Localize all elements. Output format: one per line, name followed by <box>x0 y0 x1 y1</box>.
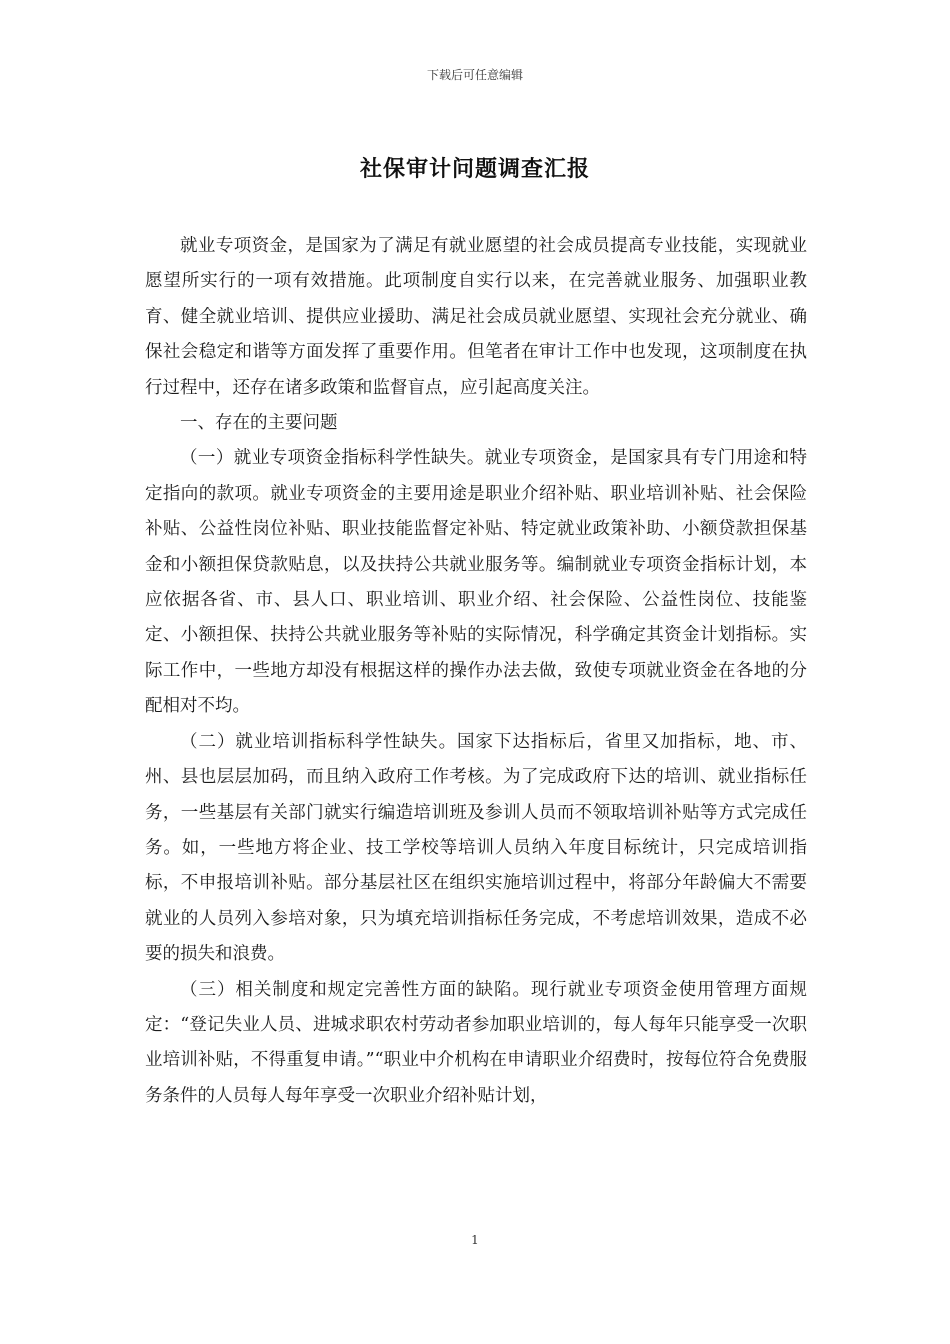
paragraph-problem-1: （一）就业专项资金指标科学性缺失。就业专项资金，是国家具有专门用途和特定指向的款项。就业专项资金的主要用途是职业介绍补贴、职业培训补贴、社会保险补贴、公益性岗位补贴、职业技能监督定补贴、特定就业政策补助、小额贷款担保基金和小额担保贷款贴息，以及扶持公共就业服务等。编制就业专项资金指标计划，本应依据各省、市、县人口、职业培训、职业介绍、社会保险、公益性岗位、技能鉴定、小额担保、扶持公共就业服务等补贴的实际情况，科学确定其资金计划指标。实际工作中，一些地方却没有根据这样的操作办法去做，致使专项就业资金在各地的分配相对不均。 <box>145 448 807 717</box>
paragraph-intro: 就业专项资金，是国家为了满足有就业愿望的社会成员提高专业技能，实现就业愿望所实行的一项有效措施。此项制度自实行以来，在完善就业服务、加强职业教育、健全就业培训、提供应业援助、满足社会成员就业愿望、实现社会充分就业、确保社会稳定和谐等方面发挥了重要作用。但笔者在审计工作中也发现，这项制度在执行过程中，还存在诸多政策和监督盲点，应引起高度关注。 <box>145 236 807 398</box>
page-header-note: 下载后可任意编辑 <box>426 68 523 82</box>
section-heading-main-problems: 一、存在的主要问题 <box>180 413 338 434</box>
document-title: 社保审计问题调查汇报 <box>359 156 590 182</box>
paragraph-problem-2: （二）就业培训指标科学性缺失。国家下达指标后，省里又加指标，地、市、州、县也层层加码，而且纳入政府工作考核。为了完成政府下达的培训、就业指标任务，一些基层有关部门就实行编造培训班及参训人员而不领取培训补贴等方式完成任务。如，一些地方将企业、技工学校等培训人员纳入年度目标统计，只完成培训指标，不申报培训补贴。部分基层社区在组织实施培训过程中，将部分年龄偏大不需要就业的人员列入参培对象，只为填充培训指标任务完成，不考虑培训效果，造成不必要的损失和浪费。 <box>145 731 807 965</box>
document-body <box>145 229 807 1114</box>
page-number: 1 <box>471 1233 479 1247</box>
paragraph-problem-3: （三）相关制度和规定完善性方面的缺陷。现行就业专项资金使用管理方面规定：“登记失业人员、进城求职农村劳动者参加职业培训的，每人每年只能享受一次职业培训补贴，不得重复申请。”“职业中介机构在申请职业介绍费时，按每位符合免费服务条件的人员每人每年享受一次职业介绍补贴计划， <box>145 979 807 1106</box>
